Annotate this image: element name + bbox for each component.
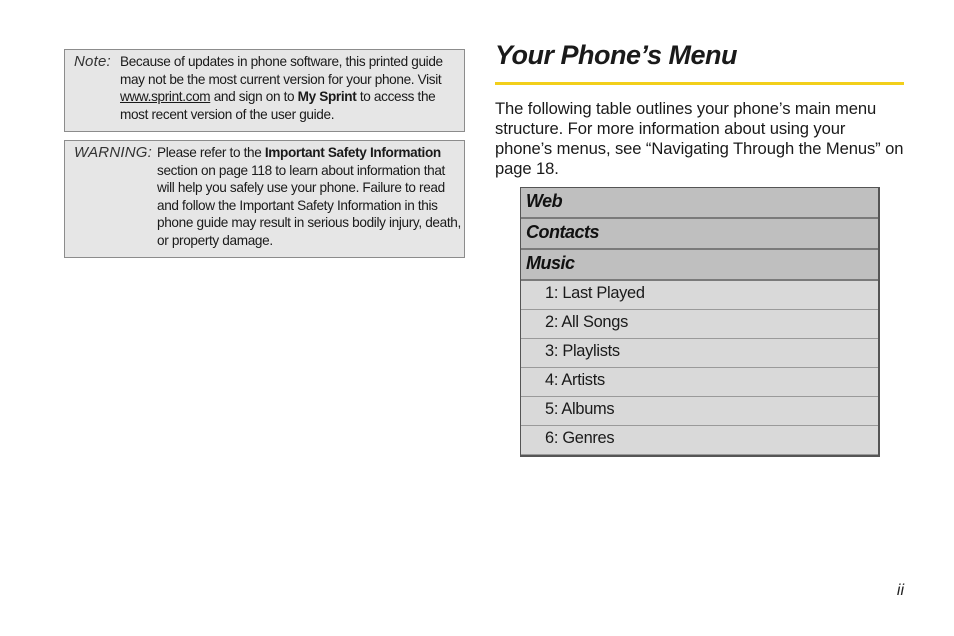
menu-subitem xyxy=(521,397,878,426)
note-text-part: and sign on to xyxy=(210,89,298,105)
menu-subitem-label: 6: Genres xyxy=(545,429,615,447)
warning-text-part: section on page 118 to learn about information that will help you safely use your phone. Failure to read and follow the Important Safety Information in this phone guide may result in serious bodily injury, death, or property damage. xyxy=(157,162,461,248)
menu-row-music xyxy=(521,250,878,281)
menu-subitem-label: 3: Playlists xyxy=(545,342,620,360)
warning-label: WARNING: xyxy=(74,144,152,161)
page-title: Your Phone’s Menu xyxy=(495,40,738,70)
warning-text-part: Please refer to the xyxy=(157,145,265,160)
page-number: ii xyxy=(896,582,904,599)
menu-subitem xyxy=(521,426,878,455)
title-rule xyxy=(495,82,904,85)
warning-box xyxy=(64,140,465,258)
menu-subitem-label: 1: Last Played xyxy=(545,284,645,302)
note-text xyxy=(120,53,460,123)
menu-row-web xyxy=(521,188,878,219)
menu-subitem xyxy=(521,339,878,368)
note-bold-text: My Sprint xyxy=(297,89,357,105)
note-text-part: to access the most recent version of the user guide. xyxy=(120,89,436,122)
menu-subitem-label: 2: All Songs xyxy=(545,313,628,331)
menu-subitem xyxy=(521,310,878,339)
menu-header-label: Web xyxy=(526,191,563,211)
menu-header-label: Contacts xyxy=(526,222,600,242)
sprint-link[interactable]: www.sprint.com xyxy=(120,89,211,105)
menu-row-contacts xyxy=(521,219,878,250)
note-label: Note: xyxy=(74,53,111,70)
menu-subitem-label: 4: Artists xyxy=(545,371,605,389)
note-text-part: Because of updates in phone software, this printed guide may not be the most current version for your phone. Visit xyxy=(120,54,443,87)
intro-paragraph: The following table outlines your phone’s main menu structure. For more information about using your phone’s menus, see “Navigating Through the Menus” on page 18. xyxy=(495,99,904,178)
menu-subitem xyxy=(521,281,878,310)
menu-subitem-label: 5: Albums xyxy=(545,400,615,418)
menu-header-label: Music xyxy=(526,253,575,273)
menu-subitem xyxy=(521,368,878,397)
note-box xyxy=(64,49,465,132)
warning-bold-text: Important Safety Information xyxy=(264,145,441,160)
warning-text xyxy=(157,144,461,250)
menu-table xyxy=(520,187,880,457)
